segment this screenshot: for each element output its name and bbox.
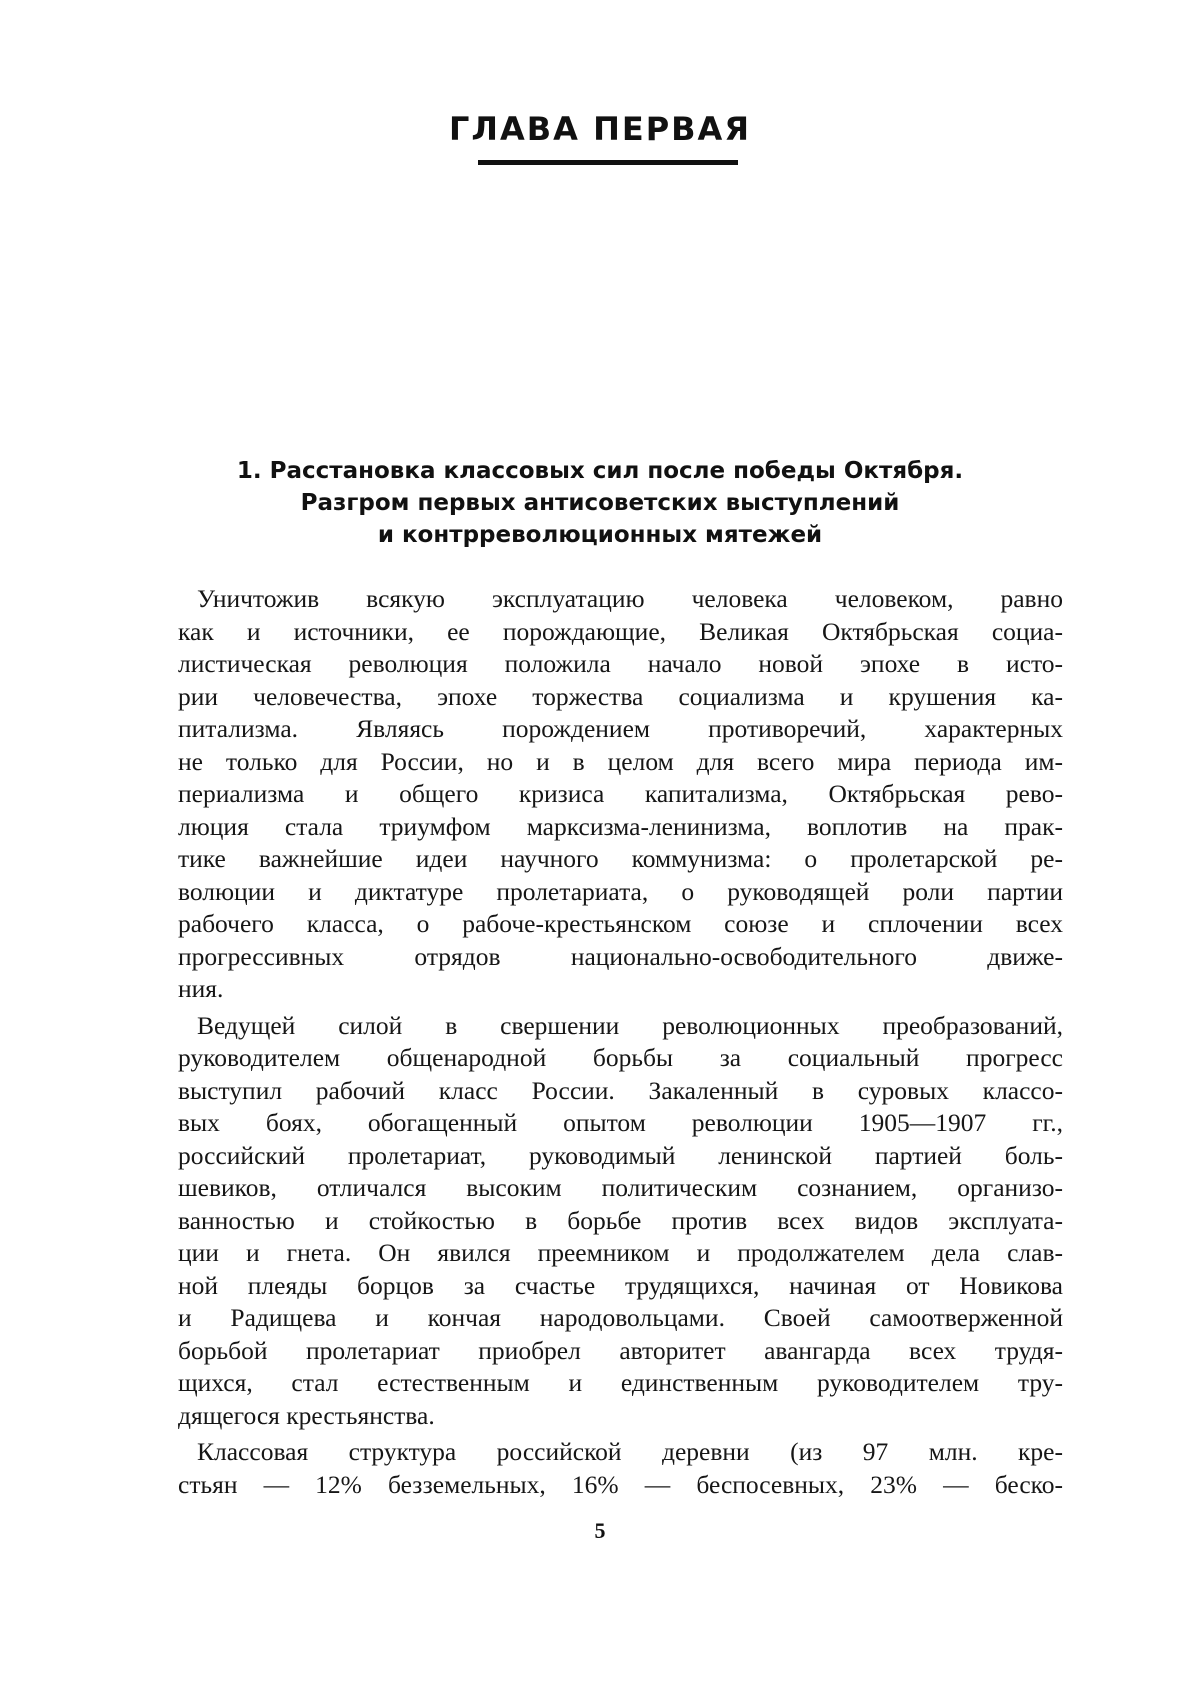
text-line: и Радищева и кончая народовольцами. Своей самоотверженной bbox=[178, 1303, 1063, 1332]
text-line: выступил рабочий класс России. Закаленный в суровых классо- bbox=[178, 1075, 1063, 1105]
text-line: листическая революция положила начало новой эпохе в исто- bbox=[178, 649, 1063, 678]
text-line: стьян — 12% безземельных, 16% — беспосевных, 23% — беско- bbox=[178, 1469, 1063, 1499]
text-line: борьбой пролетариат приобрел авторитет авангарда всех трудя- bbox=[178, 1335, 1063, 1365]
paragraph bbox=[178, 1436, 1063, 1501]
text-line: ния. bbox=[178, 974, 224, 1003]
text-line: щихся, стал естественным и единственным руководителем тру- bbox=[178, 1368, 1063, 1397]
page-number: 5 bbox=[594, 1518, 606, 1543]
body-text bbox=[178, 583, 1063, 1501]
text-line: питализма. Являясь порождением противоречий, характерных bbox=[178, 714, 1063, 743]
chapter-title-underline bbox=[478, 160, 738, 165]
text-line: волюции и диктатуре пролетариата, о руководящей роли партии bbox=[178, 876, 1063, 906]
text-line: люция стала триумфом марксизма-ленинизма, воплотив на прак- bbox=[178, 811, 1063, 841]
paragraph bbox=[178, 583, 1063, 1006]
text-line: российский пролетариат, руководимый ленинской партией боль- bbox=[178, 1140, 1063, 1170]
text-line: не только для России, но и в целом для всего мира периода им- bbox=[178, 746, 1063, 776]
text-line: Классовая структура российской деревни (из 97 млн. кре- bbox=[197, 1437, 1063, 1466]
text-line: Уничтожив всякую эксплуатацию человека человеком, равно bbox=[197, 584, 1063, 613]
section-heading-line: 1. Расстановка классовых сил после победы Октября. bbox=[236, 458, 964, 484]
section-heading-line: и контрреволюционных мятежей bbox=[377, 522, 823, 548]
paragraph bbox=[178, 1010, 1063, 1433]
text-line: как и источники, ее порождающие, Великая Октябрьская социа- bbox=[178, 616, 1063, 646]
text-line: руководителем общенародной борьбы за социальный прогресс bbox=[178, 1043, 1063, 1072]
text-line: дящегося крестьянства. bbox=[178, 1400, 435, 1430]
text-line: ции и гнета. Он явился преемником и продолжателем дела слав- bbox=[178, 1238, 1063, 1267]
text-line: прогрессивных отрядов национально-освободительного движе- bbox=[178, 941, 1063, 971]
text-line: ной плеяды борцов за счастье трудящихся, начиная от Новикова bbox=[178, 1270, 1063, 1300]
text-line: Ведущей силой в свершении революционных преобразований, bbox=[197, 1010, 1063, 1040]
text-line: тике важнейшие идеи научного коммунизма: о пролетарской ре- bbox=[178, 844, 1063, 873]
chapter-title: ГЛАВА ПЕРВАЯ bbox=[449, 110, 751, 148]
text-line: периализма и общего кризиса капитализма, Октябрьская рево- bbox=[178, 779, 1063, 808]
section-heading-line: Разгром первых антисоветских выступлений bbox=[300, 490, 900, 516]
text-line: ванностью и стойкостью в борьбе против всех видов эксплуата- bbox=[178, 1205, 1063, 1235]
text-line: рии человечества, эпохе торжества социализма и крушения ка- bbox=[178, 681, 1063, 711]
text-line: шевиков, отличался высоким политическим сознанием, организо- bbox=[178, 1173, 1063, 1202]
text-line: вых боях, обогащенный опытом революции 1905—1907 гг., bbox=[178, 1108, 1063, 1137]
text-line: рабочего класса, о рабоче-крестьянском союзе и сплочении всех bbox=[178, 909, 1063, 938]
section-heading bbox=[150, 455, 1050, 551]
